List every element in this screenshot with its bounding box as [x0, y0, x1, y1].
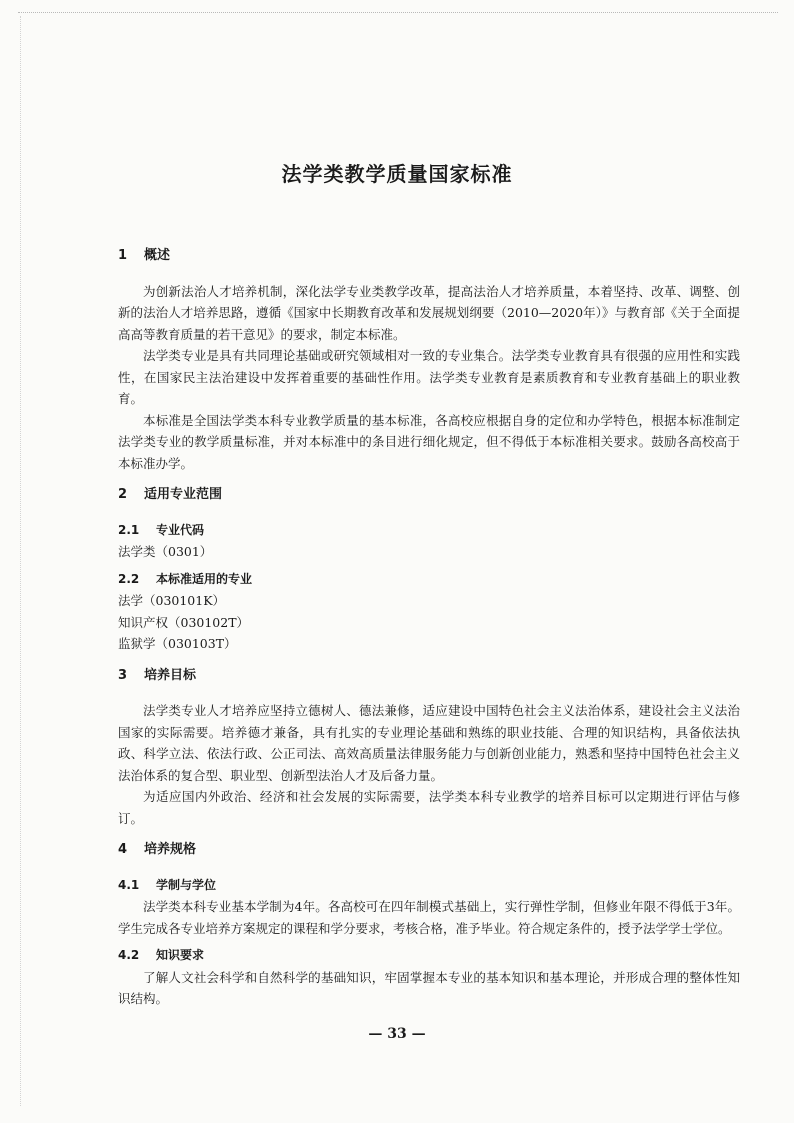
- subsection-number: 4.1: [118, 877, 140, 892]
- paragraph: 法学类专业是具有共同理论基础或研究领域相对一致的专业集合。法学类专业教育具有很强的应用性和实践性，在国家民主法治建设中发挥着重要的基础性作用。法学类专业教育是素质教育和专业教育基础上的职业教育。: [118, 348, 740, 406]
- section-number: 3: [118, 667, 128, 683]
- list-item: 知识产权（030102T）: [118, 614, 250, 630]
- section-title: 适用专业范围: [144, 487, 223, 502]
- paragraph: 为适应国内外政治、经济和社会发展的实际需要，法学类本科专业教学的培养目标可以定期进行评估与修订。: [118, 789, 740, 826]
- list-item: 法学类（0301）: [118, 544, 213, 559]
- paragraph: 法学类专业人才培养应坚持立德树人、德法兼修，适应建设中国特色社会主义法治体系，建设社会主义法治国家的实际需要。培养德才兼备，具有扎实的专业理论基础和熟练的职业技能、合理的知识结构，具备依法执政、科学立法、依法行政、公正司法、高效高质量法律服务能力与创新创业能力，熟悉和坚持中国特色社会主义法治体系的复合型、职业型、创新型法治人才及后备力量。: [118, 703, 740, 783]
- section-title: 概述: [144, 248, 171, 263]
- subsection-number: 4.2: [118, 948, 140, 962]
- section-number: 4: [118, 842, 128, 857]
- section-4-heading: [118, 839, 740, 861]
- section-1-heading: [118, 245, 740, 267]
- document-title: 法学类教学质量国家标准: [281, 162, 513, 186]
- section-2-heading: [118, 484, 740, 506]
- section-title: 培养目标: [144, 667, 197, 683]
- scan-edge-top: [18, 12, 778, 14]
- section-number: 2: [118, 487, 128, 502]
- paragraph: 法学类本科专业基本学制为4年。各高校可在四年制模式基础上，实行弹性学制，但修业年限不得低于3年。学生完成各专业培养方案规定的课程和学分要求，考核合格，准予毕业。符合规定条件的，授予法学学士学位。: [118, 899, 740, 936]
- subsection-title: 知识要求: [156, 948, 205, 962]
- list-item: 法学（030101K）: [118, 593, 226, 608]
- list-item: 监狱学（030103T）: [118, 636, 237, 651]
- subsection-title: 专业代码: [156, 522, 205, 537]
- section-number: 1: [118, 248, 128, 263]
- subsection-number: 2.2: [118, 571, 140, 586]
- paragraph: 为创新法治人才培养机制，深化法学专业类教学改革，提高法治人才培养质量，本着坚持、改革、调整、创新的法治人才培养思路，遵循《国家中长期教育改革和发展规划纲要（2010—2020年）》与教育部《关于全面提高高等教育质量的若干意见》的要求，制定本标准。: [118, 283, 740, 342]
- subsection-4-2-heading: [118, 945, 740, 967]
- subsection-4-1-heading: [118, 875, 740, 897]
- paragraph: 本标准是全国法学类本科专业教学质量的基本标准，各高校应根据自身的定位和办学特色，根据本标准制定法学类专业的教学质量标准，并对本标准中的条目进行细化规定，但不得低于本标准相关要求。鼓励各高校高于本标准办学。: [118, 412, 740, 471]
- subsection-title: 学制与学位: [156, 877, 217, 892]
- section-title: 培养规格: [144, 842, 197, 857]
- paragraph: 了解人文社会科学和自然科学的基础知识，牢固掌握本专业的基本知识和基本理论，并形成合理的整体性知识结构。: [118, 969, 740, 1006]
- subsection-2-2-heading: [118, 569, 740, 591]
- subsection-number: 2.1: [118, 522, 140, 537]
- section-3-heading: [118, 665, 740, 687]
- document-body: [118, 245, 740, 1010]
- subsection-2-1-heading: [118, 520, 740, 542]
- subsection-title: 本标准适用的专业: [156, 571, 253, 586]
- page-number: — 33 —: [368, 1026, 426, 1042]
